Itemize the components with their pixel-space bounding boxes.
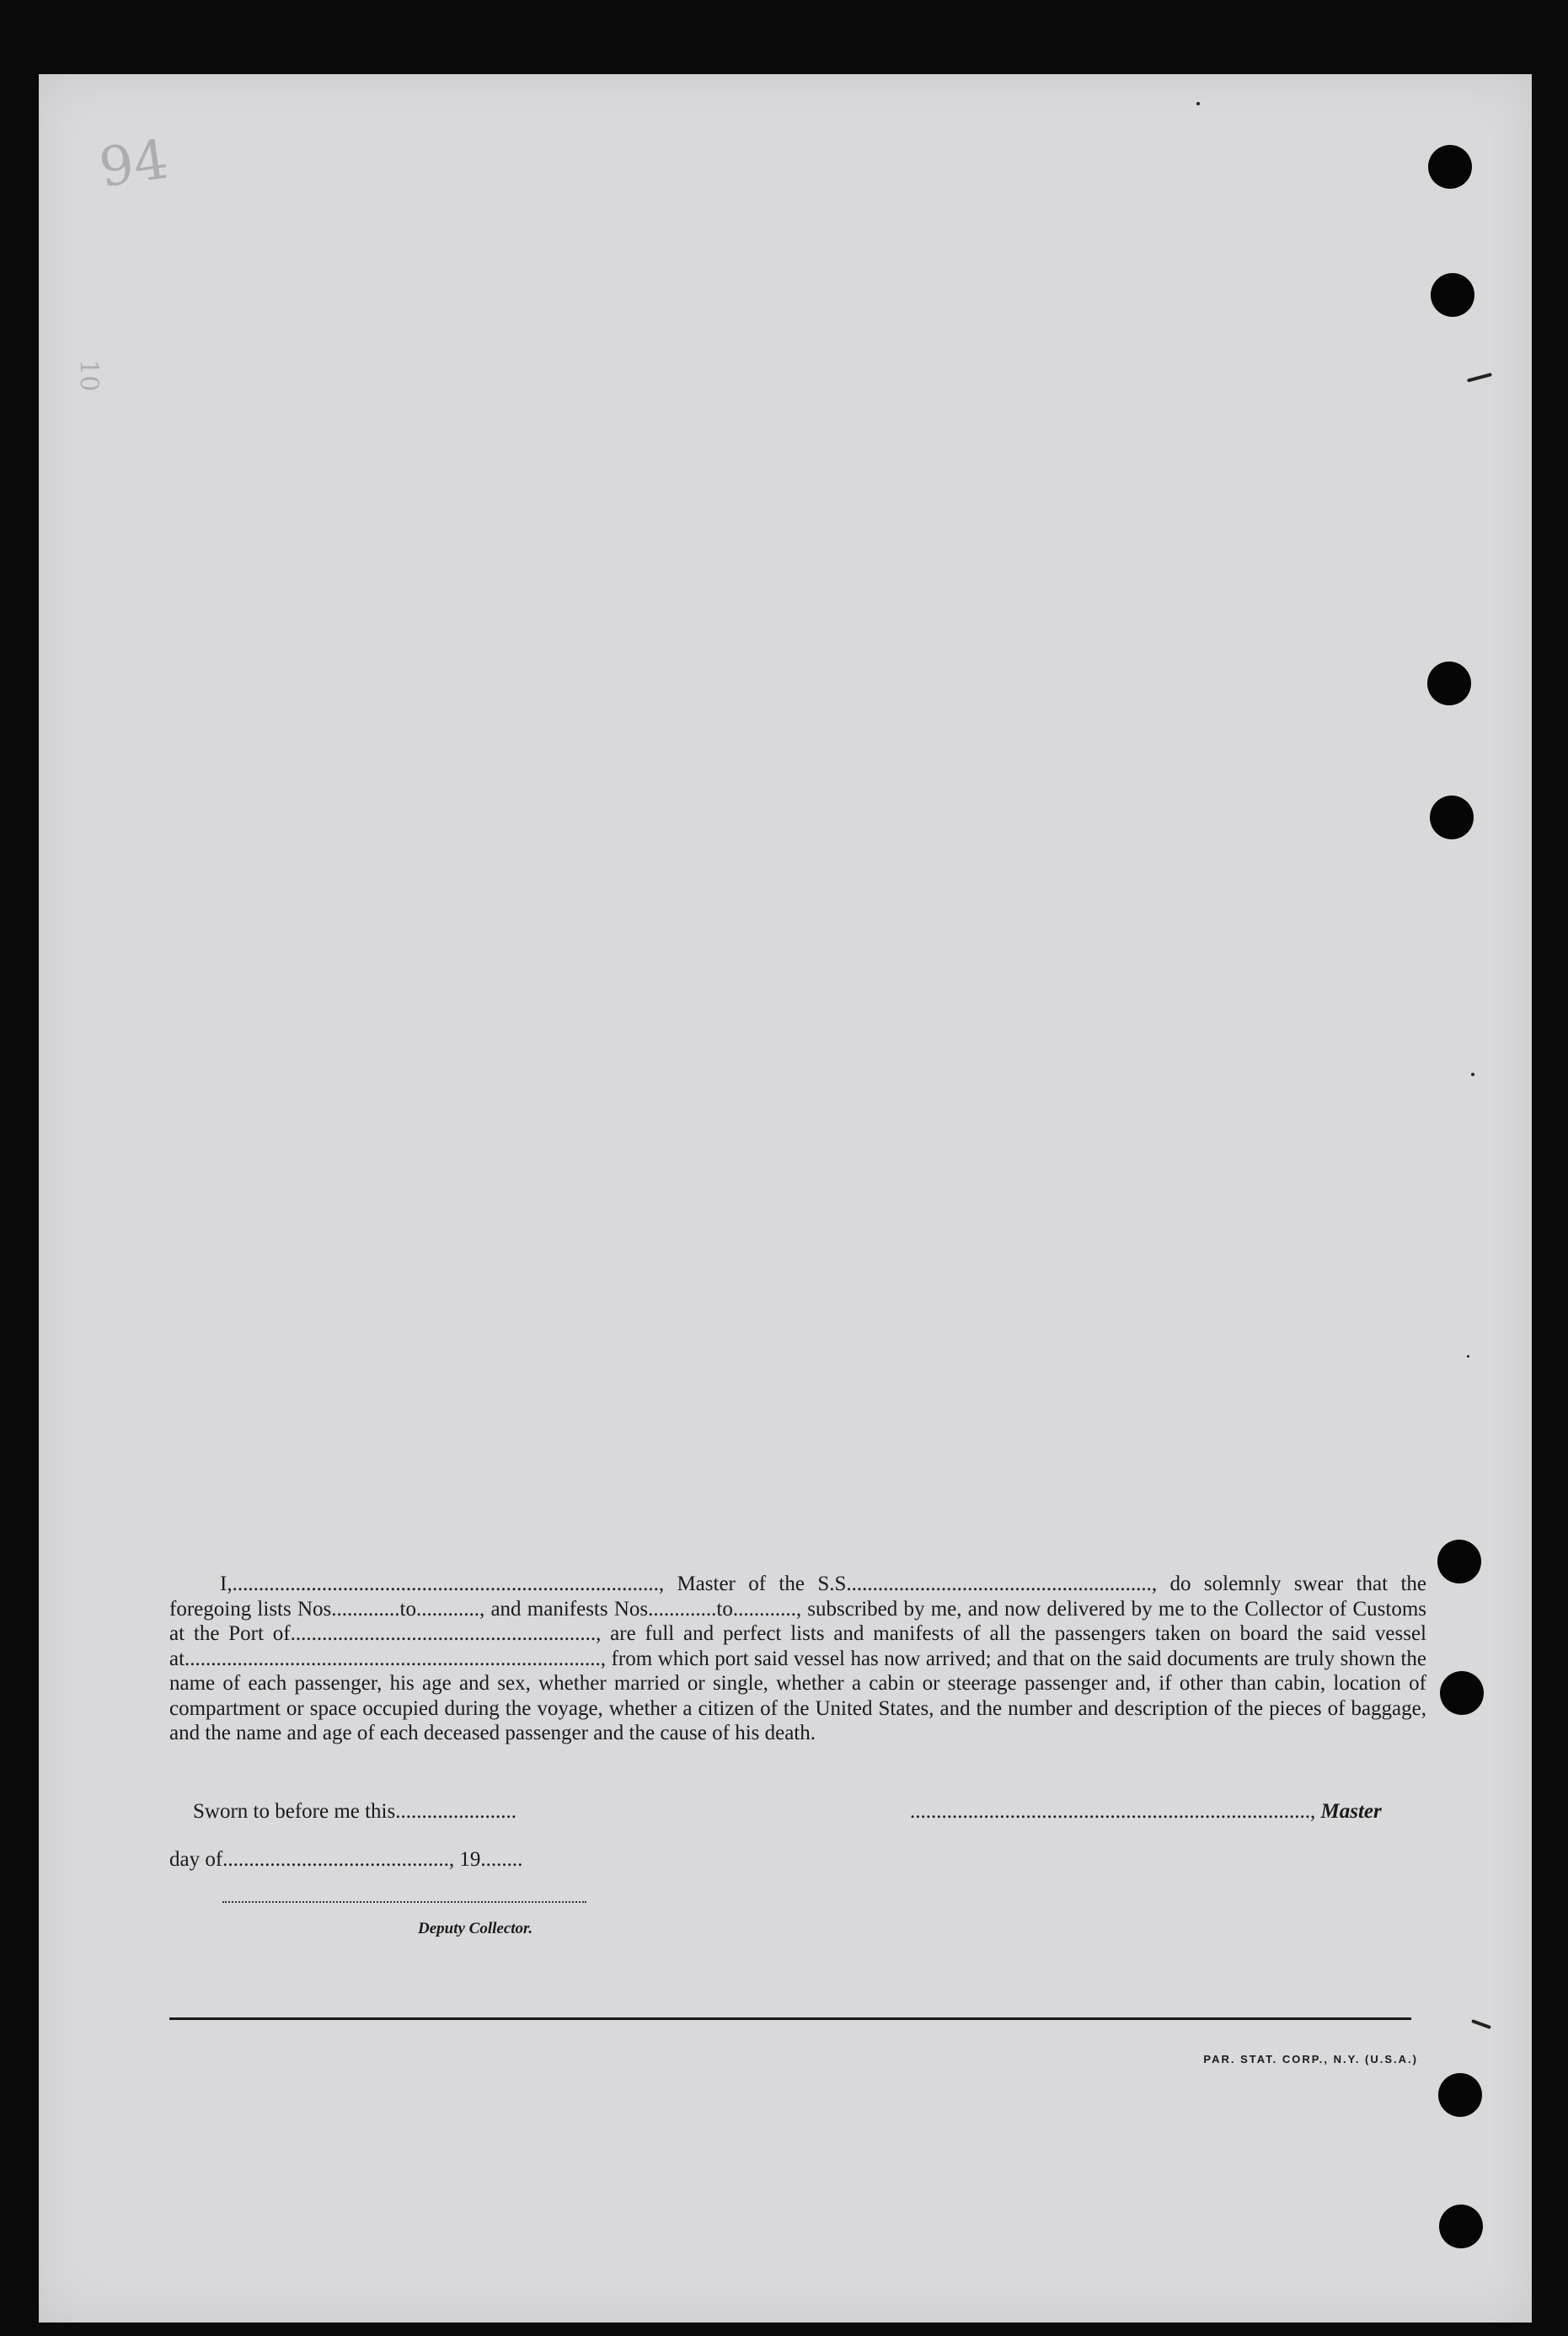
speck-mark [1467,372,1492,383]
master-label: Master [1320,1800,1382,1823]
punch-hole [1440,1671,1484,1715]
master-signature-line [910,1800,1382,1824]
speck-mark [1196,102,1200,105]
speck-mark [1471,2019,1491,2029]
speck-mark [1471,1073,1474,1076]
margin-handwritten-number: 94 [95,128,173,201]
oath-paragraph: I,................................................................................., Master of the S.S.........................................................., do solemnly swear that the foregoing lists Nos.............to............, and manifests Nos.............to............, subscribed by me, and now delivered by me to the Collector of Customs at the Port of.........................................................., are full and perfect lists and manifests of all the passengers taken on board the said vessel at..............................................................................., from which port said vessel has now arrived; and that on the said documents are truly shown the name of each passenger, his age and sex, whether married or single, whether a cabin or steerage passenger and, if other than cabin, location of compartment or space occupied during the voyage, whether a citizen of the United States, and the number and description of the pieces of baggage, and the name and age of each deceased passenger and the cause of his death. [169,1573,1426,1744]
sworn-text: Sworn to before me this....................... [193,1800,516,1823]
deputy-collector-label: Deputy Collector. [418,1920,533,1937]
speck-mark [1467,1355,1469,1358]
punch-hole [1427,662,1471,705]
punch-hole [1430,796,1474,839]
oath-statement [169,1572,1426,1746]
punch-hole [1431,273,1474,317]
punch-hole [1437,1540,1481,1583]
printer-credit: PAR. STAT. CORP., N.Y. (U.S.A.) [1203,2053,1418,2065]
bottom-rule [169,2017,1411,2020]
punch-hole [1439,2205,1483,2248]
sworn-line [193,1800,516,1824]
punch-hole [1438,2073,1482,2117]
day-of-text: day of..........................................., 19........ [169,1848,523,1871]
day-of-line [169,1848,522,1872]
punch-hole [1428,145,1472,189]
margin-side-number: 10 [73,359,104,392]
deputy-collector-signature-line [222,1901,586,1903]
master-signature-dots: ............................................................................, [910,1800,1316,1823]
manifest-page [39,74,1532,2323]
